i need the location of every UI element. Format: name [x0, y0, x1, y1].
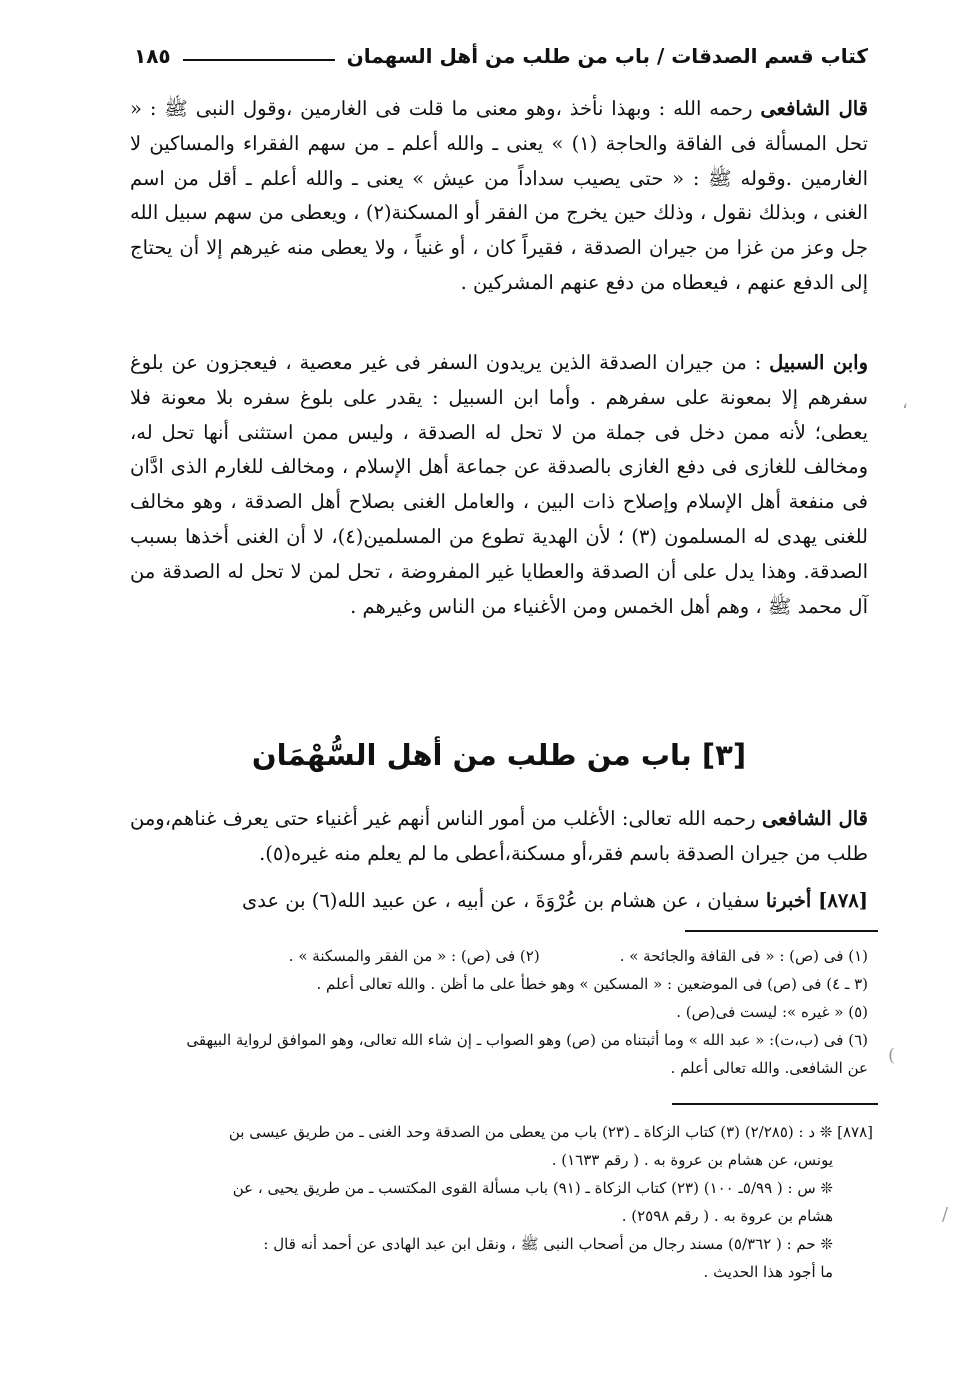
header-rule: [183, 59, 335, 61]
footnote-row: [130, 942, 868, 970]
paragraph-lead: قال الشافعى: [761, 807, 868, 830]
footnote-2: (٢) فى (ص) : « من الفقر والمسكنة » .: [288, 947, 540, 965]
page-number: ١٨٥: [134, 44, 171, 68]
margin-mark: /: [942, 1204, 949, 1225]
paragraph-lead: وابن السبيل: [769, 351, 869, 374]
running-header: [134, 36, 868, 76]
takhrij-line-2-continued: هشام بن عروة به . ( رقم ٢٥٩٨) .: [621, 1207, 833, 1225]
paragraph-2: [130, 346, 868, 624]
section-heading: [٣] باب من طلب من أهل السُّهْمَان: [251, 738, 747, 772]
header-title: كتاب قسم الصدقات / باب من طلب من أهل السهمان: [346, 44, 868, 68]
hadith-text: سفيان ، عن هشام بن عُرْوَةَ ، عن أبيه ، عن عبيد الله(٦) بن عدى: [241, 889, 766, 912]
paragraph-text: رحمه الله : وبهذا نأخذ ،وهو معنى ما قلت فى الغارمين ،وقول النبى ﷺ : « تحل المسألة فى الفاقة والحاجة (١) » يعنى ـ والله أعلم ـ من سهم الفقراء والمساكين لا الغارمين .وقوله ﷺ : « حتى يصيب سداداً من عيش » يعنى ـ والله أعلم ـ أقل من اسم الغنى ، وبذلك نقول ، وذلك حين يخرج من الفقر أو المسكنة(٢) ، ويعطى من سهم سبيل الله جل وعز من غزا من جيران الصدقة ، فقيراً كان ، أو غنياً ، ولا يعطى منه غيرهم إلا أن يحتاج إلى الدفع عنهم ، فيعطاه من دفع عنهم المشركين .: [130, 97, 868, 294]
paragraph-text: رحمه الله تعالى: الأغلب من أمور الناس أنهم غير أغنياء حتى يعرف غناهم،ومن طلب من جيران الصدقة باسم فقر،أو مسكنة،أعطى ما لم يعلم منه غيره(٥).: [130, 807, 868, 865]
takhrij-line-1: [٨٧٨] ❊ د : (٢/٢٨٥) (٣) كتاب الزكاة ـ (٢٣) باب من يعطى من الصدقة وحد الغنى ـ من طريق عيسى بن: [228, 1123, 873, 1141]
takhrij-line-1-continued: يونس، عن هشام بن عروة به . ( رقم ١٦٣٣) .: [551, 1151, 833, 1169]
footnote-6: (٦) فى (ب،ت): « عبد الله » وما أثبتناه من (ص) وهو الصواب ـ إن شاء الله تعالى، وهو الموافق لرواية البيهقى: [186, 1031, 868, 1049]
paragraph-1: [130, 92, 868, 301]
footnote-5: (٥) « غيره »: ليست فى(ص) .: [676, 1003, 868, 1021]
paragraph-lead: قال الشافعى: [760, 97, 868, 120]
takhrij-line-3-continued: ما أجود هذا الحديث .: [703, 1263, 833, 1281]
margin-mark: (: [888, 1045, 896, 1066]
margin-mark: ،: [902, 392, 908, 413]
takhrij-line-2: ❊ س : ( ٥/٩٩ـ ١٠٠) (٢٣) كتاب الزكاة ـ (٩١) باب مسألة القوى المكتسب ـ من طريق يحيى ، عن: [232, 1179, 833, 1197]
paragraph-text: : من جيران الصدقة الذين يريدون السفر فى غير معصية ، فيعجزون عن بلوغ سفرهم إلا بمعونة على سفرهم . وأما ابن السبيل : يقدر على بلوغ سفره بلا معونة فلا يعطى؛ لأنه ممن دخل فى جملة من لا تحل له الصدقة ، وليس ممن استثنى أنها تحل له، ومخالف للغازى فى دفع الغازى بالصدقة عن جماعة أهل الإسلام ، ومخالف للغارم الذى ادَّان فى منفعة أهل الإسلام وإصلاح ذات البين ، والعامل الغنى بصلاح أهل الصدقة ، وهو مخالف للغنى يهدى له المسلمون (٣) ؛ لأن الهدية تطوع من المسلمين(٤)، لا أن الغنى أخذها بسبب الصدقة. وهذا يدل على أن الصدقة والعطايا غير المفروضة ، تحل لمن لا تحل له الصدقة من آل محمد ﷺ ، وهم أهل الخمس ومن الأغنياء من الناس وغيرهم .: [130, 351, 868, 618]
footnote-3-4: (٣ ـ ٤) فى (ص) فى الموضعين : « المسكين » وهو خطأ على ما أظن . والله تعالى أعلم .: [316, 975, 868, 993]
footnote-rule: [685, 930, 878, 932]
footnote-6-continued: عن الشافعى. والله تعالى أعلم .: [670, 1059, 868, 1077]
takhrij-line-3: ❊ حم : ( ٥/٣٦٢) مسند رجال من أصحاب النبى ﷺ ، ونقل ابن عبد الهادى عن أحمد أنه قال :: [263, 1235, 833, 1253]
footnote-1: (١) فى (ص) : « فى القافة والجائحة » .: [619, 947, 868, 965]
hadith-number: [٨٧٨]: [818, 889, 868, 912]
hadith-chain: [130, 884, 868, 919]
takhrij-rule: [672, 1103, 878, 1105]
footnotes: [130, 942, 868, 1082]
section-paragraph: [130, 802, 868, 872]
takhrij-notes: [130, 1118, 873, 1286]
hadith-lead: أخبرنا: [765, 889, 819, 912]
